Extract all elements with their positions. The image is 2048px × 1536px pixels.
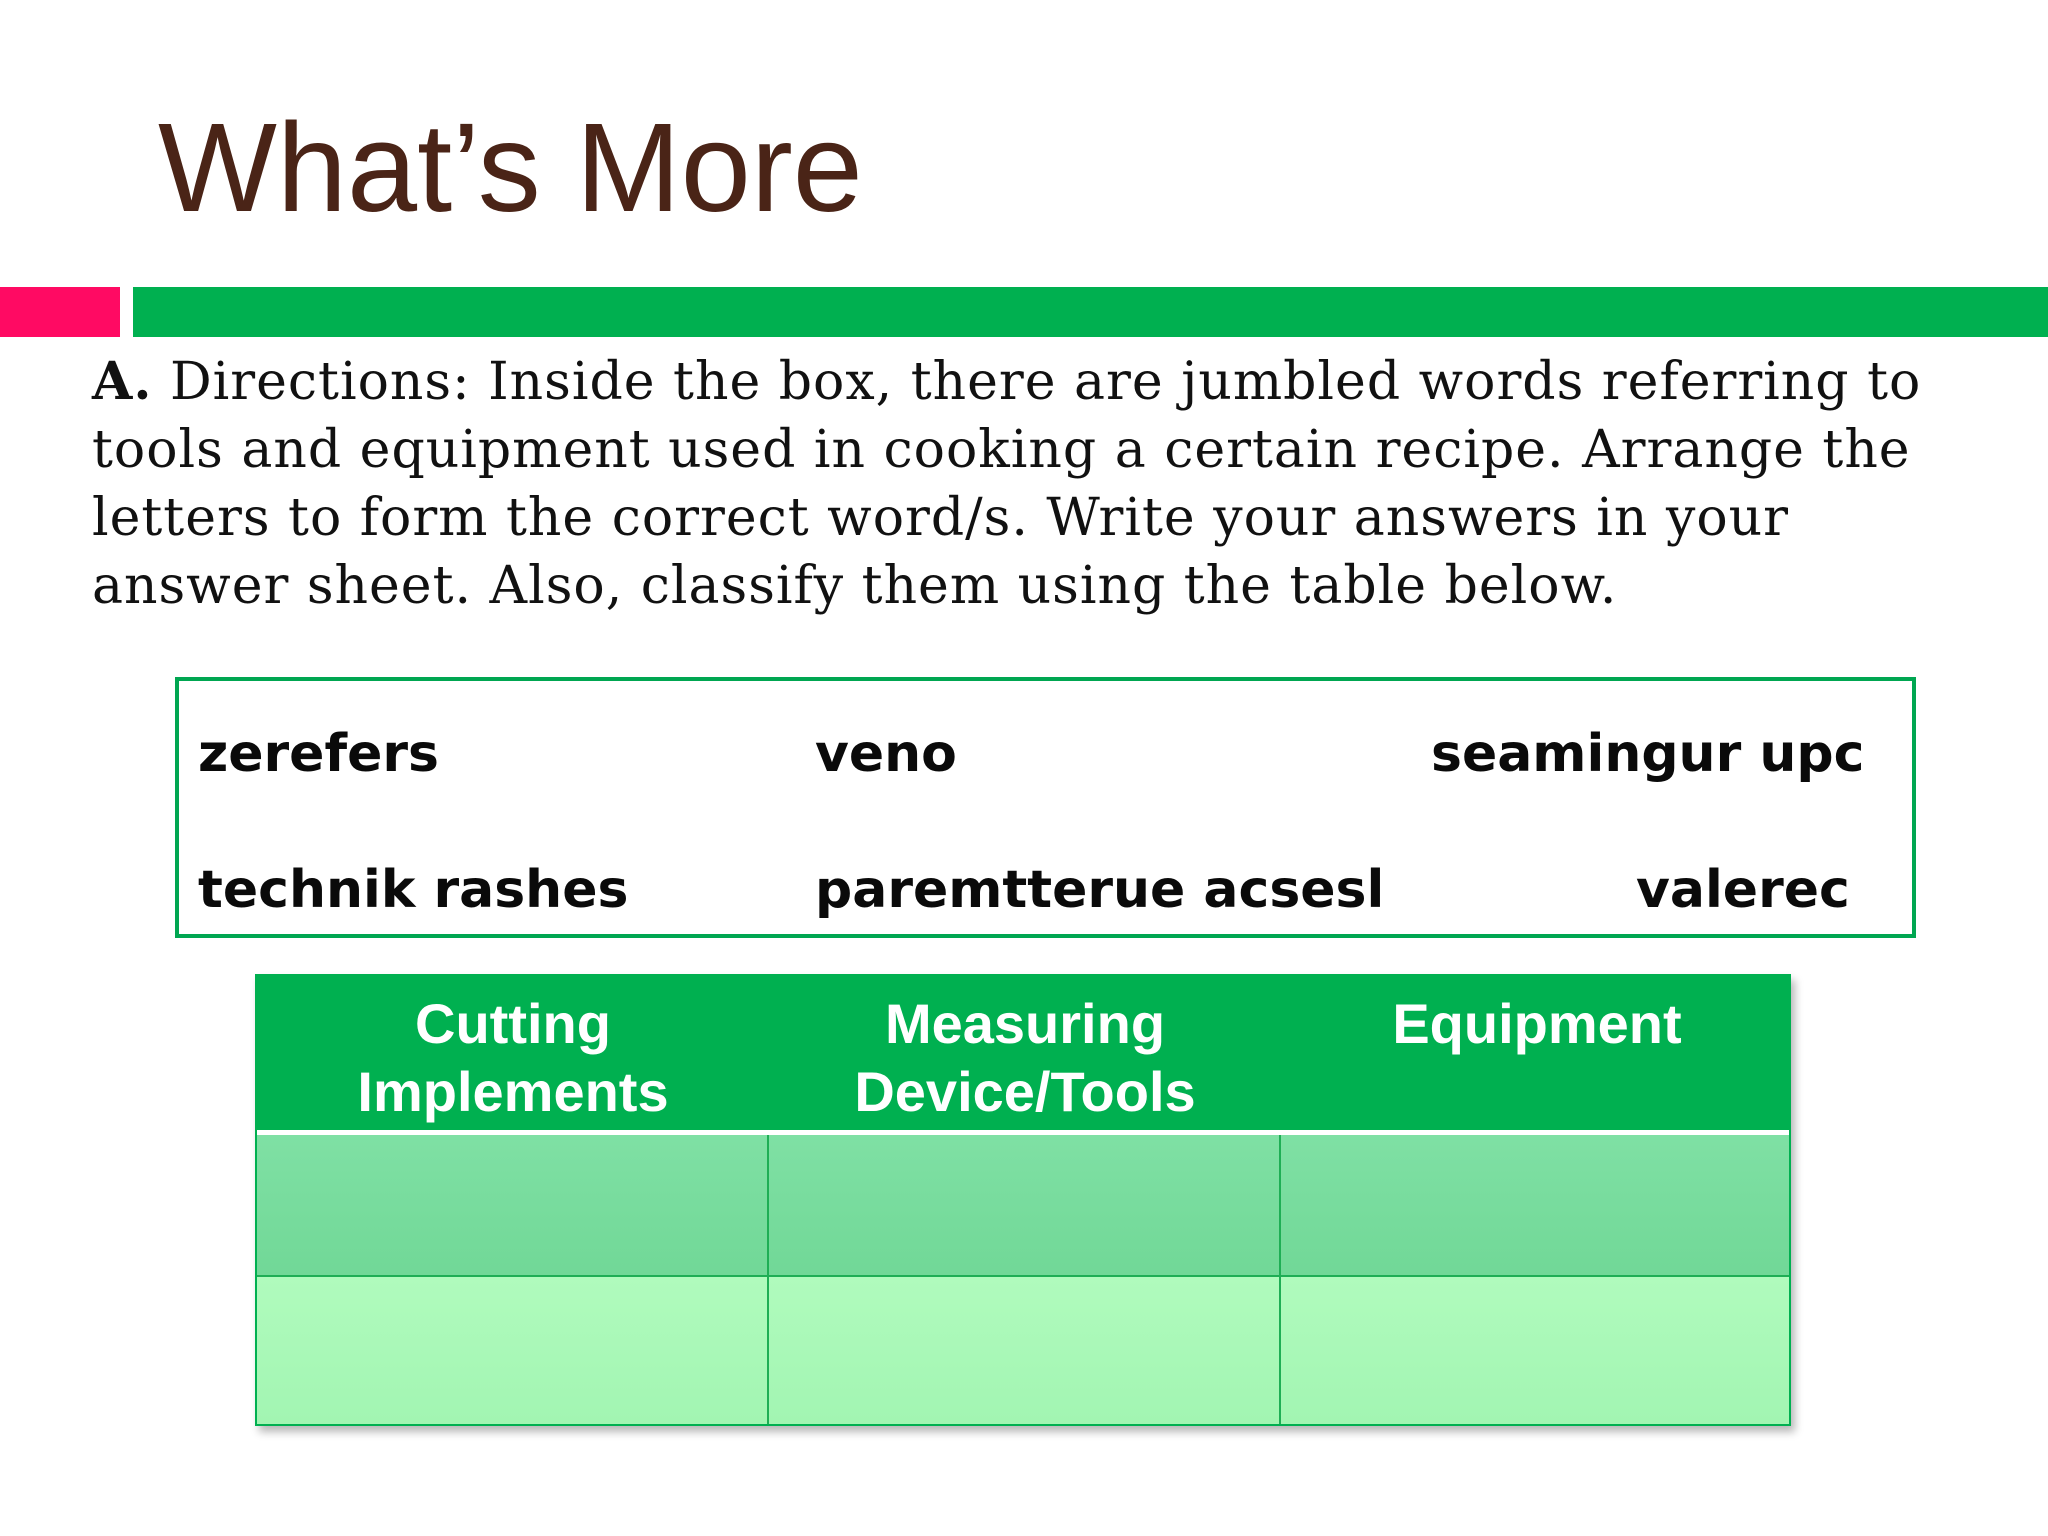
- classification-table: [255, 974, 1791, 1426]
- jumbled-word: technik rashes: [198, 860, 629, 920]
- header-line: Device/Tools: [854, 1060, 1196, 1123]
- header-cutting-implements: [257, 990, 769, 1126]
- directions-text: Directions: Inside the box, there are jumbled words referring to tools and equipment used in cooking a certain recipe. Arrange the letters to form the correct word/s. Write your answers in your answer sheet. Also, classify them using the table below.: [92, 352, 1922, 616]
- header-line: Equipment: [1392, 992, 1682, 1055]
- header-line: Implements: [357, 1060, 669, 1123]
- slide-title: What’s More: [158, 97, 863, 238]
- directions-paragraph: [92, 348, 1992, 620]
- jumbled-word: valerec: [1636, 860, 1850, 920]
- directions-label: A.: [92, 351, 153, 412]
- header-equipment: [1281, 990, 1793, 1058]
- header-line: Cutting: [415, 992, 611, 1055]
- header-measuring-device-tools: [769, 990, 1281, 1126]
- header-line: Measuring: [884, 992, 1166, 1055]
- table-row[interactable]: [257, 1135, 1789, 1277]
- table-header: [257, 976, 1789, 1130]
- column-divider: [767, 1135, 769, 1424]
- pink-accent-bar: [0, 287, 120, 337]
- jumbled-word: veno: [815, 724, 957, 784]
- jumbled-word: paremtterue acsesl: [815, 860, 1385, 920]
- green-accent-bar: [133, 287, 2048, 337]
- jumbled-words-box: [175, 677, 1916, 938]
- jumbled-word: zerefers: [198, 724, 439, 784]
- column-divider: [1279, 1135, 1281, 1424]
- table-row[interactable]: [257, 1277, 1789, 1424]
- jumbled-word: seamingur upc: [1431, 724, 1865, 784]
